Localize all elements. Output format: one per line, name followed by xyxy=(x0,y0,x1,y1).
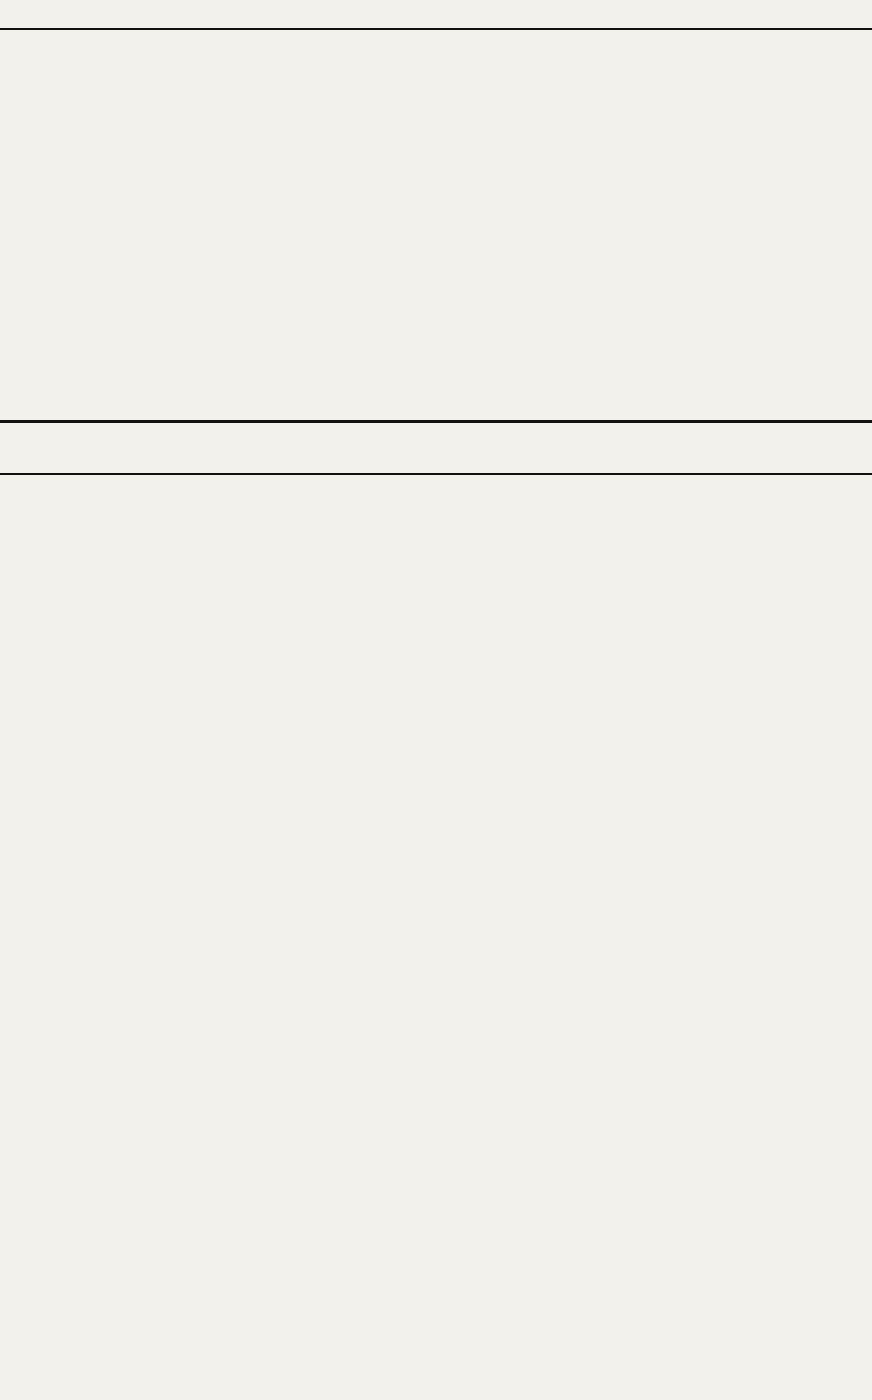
home-service-guide-banner xyxy=(0,420,872,475)
page-header xyxy=(0,0,872,30)
service-guide-columns xyxy=(0,472,872,1400)
help-wanted-section xyxy=(0,28,872,420)
